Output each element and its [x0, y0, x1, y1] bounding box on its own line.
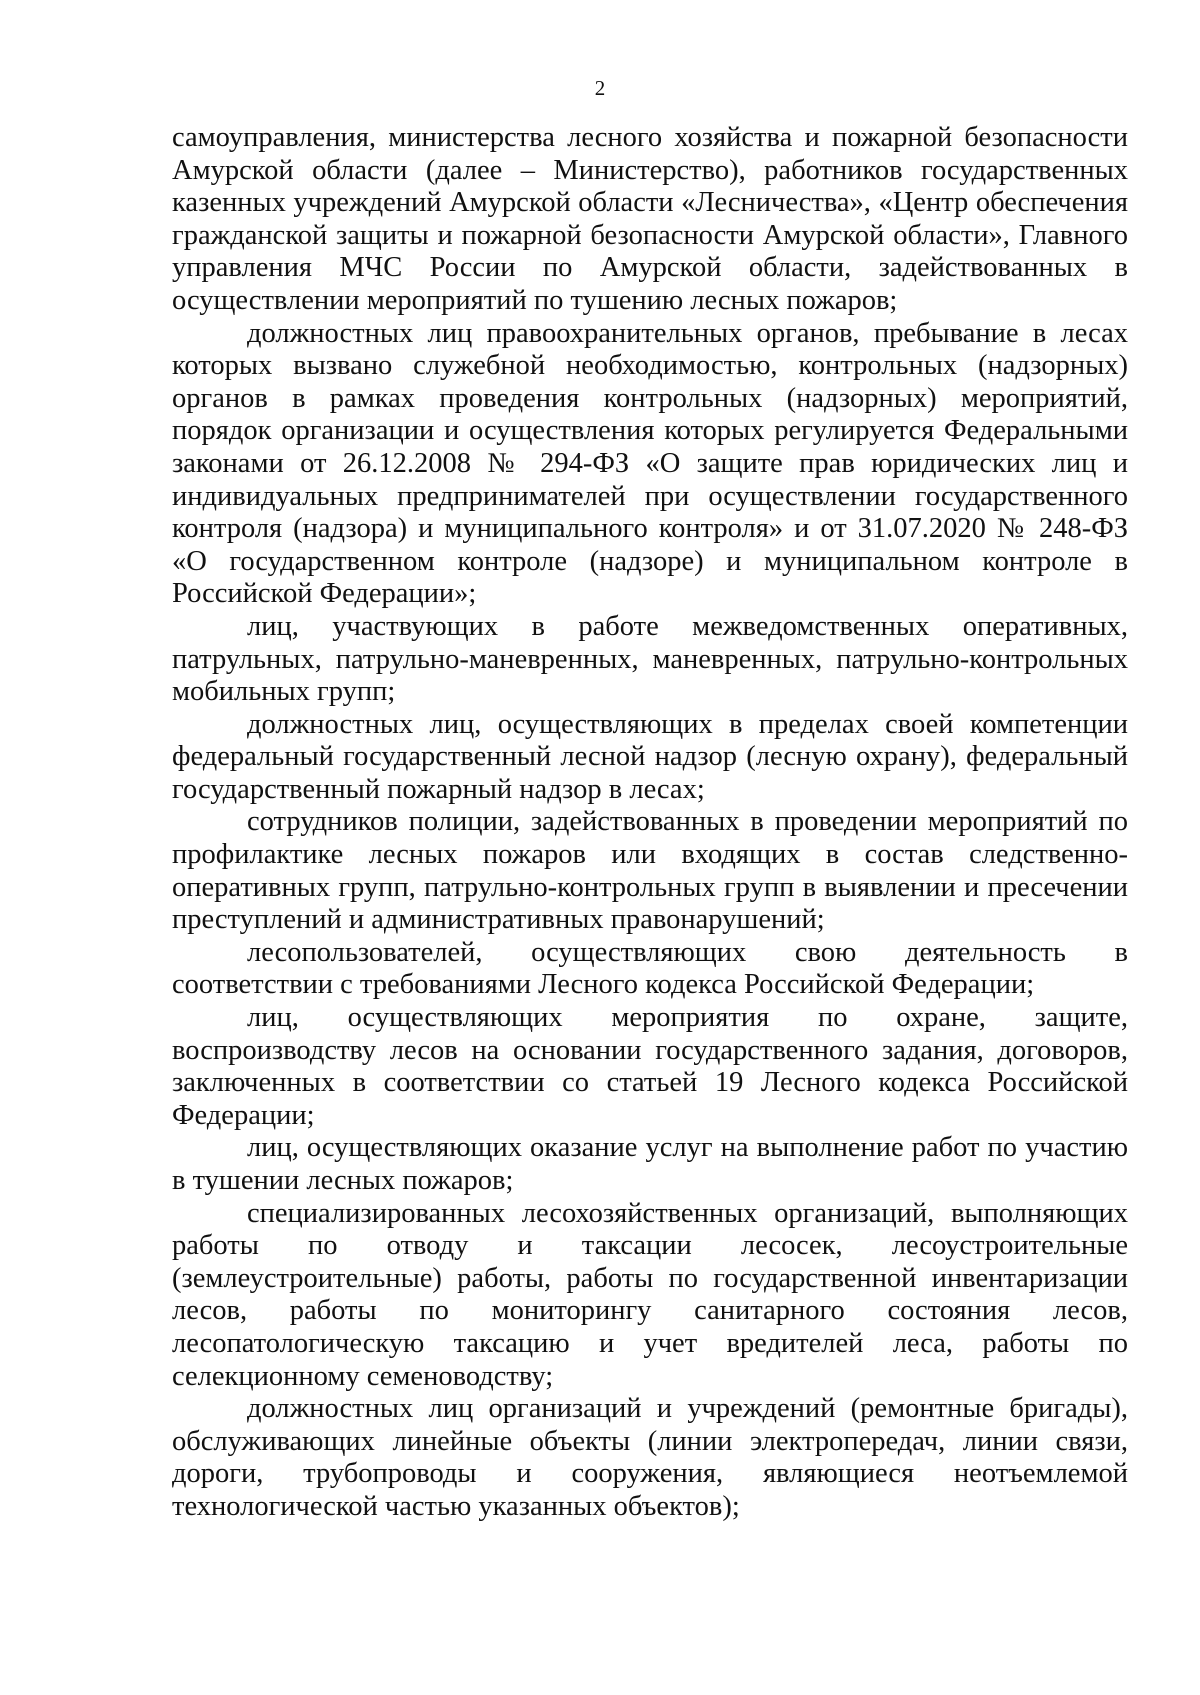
- paragraph-firefighting-service-providers: лиц, осуществляющих оказание услуг на выполнение работ по участию в тушении лесных пожаров;: [172, 1132, 1128, 1196]
- paragraph-forestry-organizations: специализированных лесохозяйственных организаций, выполняющих работы по отводу и таксации лесосек, лесоустроительные (землеустроительные) работы, работы по государственной инвентаризации лесов, работы по мониторингу санитарного состояния лесов, лесопатологическую таксацию и учет вредителей леса, работы по селекционному семеноводству;: [172, 1197, 1128, 1392]
- paragraph-forest-users: лесопользователей, осуществляющих свою деятельность в соответствии с требованиями Лесного кодекса Российской Федерации;: [172, 936, 1128, 1001]
- paragraph-forest-supervision-officials: должностных лиц, осуществляющих в пределах своей компетенции федеральный государственный лесной надзор (лесную охрану), федеральный государственный пожарный надзор в лесах;: [172, 708, 1128, 805]
- paragraph-mobile-groups: лиц, участвующих в работе межведомственных оперативных, патрульных, патрульно-маневренных, маневренных, патрульно-контрольных мобильных групп;: [172, 610, 1128, 708]
- paragraph-law-enforcement-officials: должностных лиц правоохранительных органов, пребывание в лесах которых вызвано служебной необходимостью, контрольных (надзорных) органов в рамках проведения контрольных (надзорных) мероприятий, порядок организации и осуществления которых регулируется Федеральными законами от 26.12.2008 № 294-ФЗ «О защите прав юридических лиц и индивидуальных предпринимателей при осуществлении государственного контроля (надзора) и муниципального контроля» и от 31.07.2020 № 248-ФЗ «О государственном контроле (надзоре) и муниципальном контроле в Российской Федерации»;: [172, 317, 1128, 610]
- paragraph-government-workers: самоуправления, министерства лесного хозяйства и пожарной безопасности Амурской области (далее – Министерство), работников государственных казенных учреждений Амурской области «Лесничества», «Центр обеспечения гражданской защиты и пожарной безопасности Амурской области», Главного управления МЧС России по Амурской области, задействованных в осуществлении мероприятий по тушению лесных пожаров;: [172, 122, 1128, 316]
- paragraph-linear-objects-maintenance: должностных лиц организаций и учреждений (ремонтные бригады), обслуживающих линейные объекты (линии электропередач, линии связи, дороги, трубопроводы и сооружения, являющиеся неотъемлемой технологической частью указанных объектов);: [172, 1393, 1128, 1522]
- paragraph-police-officers: сотрудников полиции, задействованных в проведении мероприятий по профилактике лесных пожаров или входящих в состав следственно-оперативных групп, патрульно-контрольных групп в выявлении и пресечении преступлений и административных правонарушений;: [172, 806, 1128, 936]
- paragraph-forest-protection-contractors: лиц, осуществляющих мероприятия по охране, защите, воспроизводству лесов на основании государственного задания, договоров, заключенных в соответствии со статьей 19 Лесного кодекса Российской Федерации;: [172, 1002, 1128, 1131]
- document-body: [172, 122, 1128, 1524]
- page-number: 2: [594, 76, 606, 100]
